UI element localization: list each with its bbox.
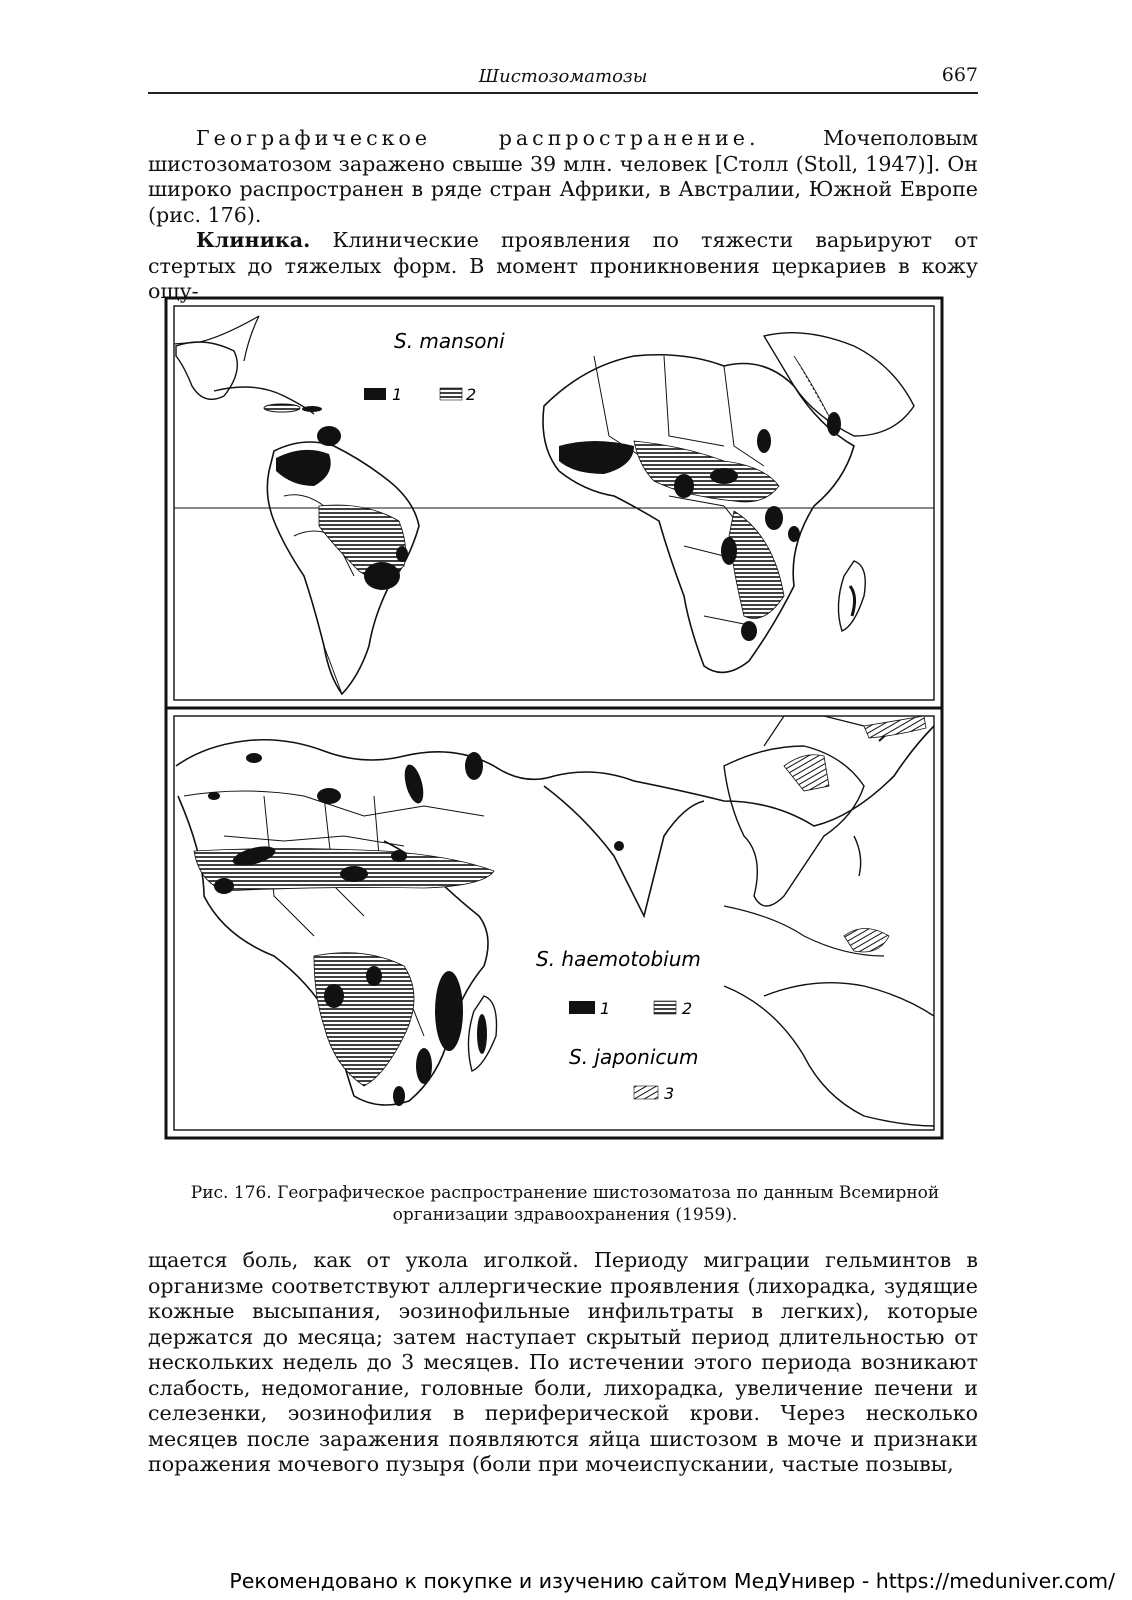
top-legend-hatched-swatch [440,388,462,400]
paragraph-clinic [148,228,978,305]
top-legend-solid-swatch [364,388,386,400]
paragraph-clinic-text: Клинические проявления по тяжести варьируют от стертых до тяжелых форм. В момент проникновения церкариев в кожу ощу- [148,228,978,303]
bottom-legend-hatched-swatch [654,1001,676,1014]
figure-distribution-maps [164,296,964,1176]
page-number: 667 [941,64,978,86]
paragraph-geography [148,126,978,228]
paragraph-geography-text: Мочеполовым шистозоматозом заражено свыше 39 млн. человек [Столл (Stoll, 1947)]. Он широко распространен в ряде стран Африки, в Австралии, Южной Европе (рис. 176). [148,126,978,227]
top-legend-label-2: 2 [466,385,477,404]
bottom-legend-label-1: 1 [600,999,611,1018]
top-map-species-label: S. mansoni [394,329,505,353]
bottom-legend-solid-swatch [569,1001,595,1014]
running-head [148,62,978,94]
section-heading-geography: Географическое распространение. [196,126,760,150]
bottom-map-species-label-1: S. haemotobium [536,947,701,971]
footer-recommendation: Рекомендовано к покупке и изучению сайтом МедУнивер - https://meduniver.com/ [229,1569,1115,1593]
map-s-haematobium-japonicum [176,716,934,1126]
map-s-mansoni [174,316,934,694]
bottom-legend-label-3: 3 [664,1084,675,1103]
bottom-map-species-label-2: S. japonicum [569,1045,699,1069]
paragraph-continuation: щается боль, как от укола иголкой. Периоду миграции гельминтов в организме соответствуют аллергические проявления (лихорадка, зудящие кожные высыпания, эозинофильные инфильтраты в легких), которые держатся до месяца; затем наступает скрытый период длительностью от нескольких недель до 3 месяцев. По истечении этого периода возникают слабость, недомогание, головные боли, лихорадка, увеличение печени и селезенки, эозинофилия в периферической крови. Через несколько месяцев после заражения появляются яйца шистозом в моче и признаки поражения мочевого пузыря (боли при мочеиспускании, частые позывы, [148,1248,978,1476]
running-title: Шистозоматозы [478,66,648,87]
bottom-legend-label-2: 2 [682,999,693,1018]
top-legend-label-1: 1 [392,385,403,404]
figure-caption: Рис. 176. Географическое распространение шистозоматоза по данным Всемирной организации здравоохранения (1959). [190,1183,940,1225]
bottom-legend-crosshatch-swatch [634,1086,658,1099]
section-heading-clinic: Клиника. [196,228,311,252]
